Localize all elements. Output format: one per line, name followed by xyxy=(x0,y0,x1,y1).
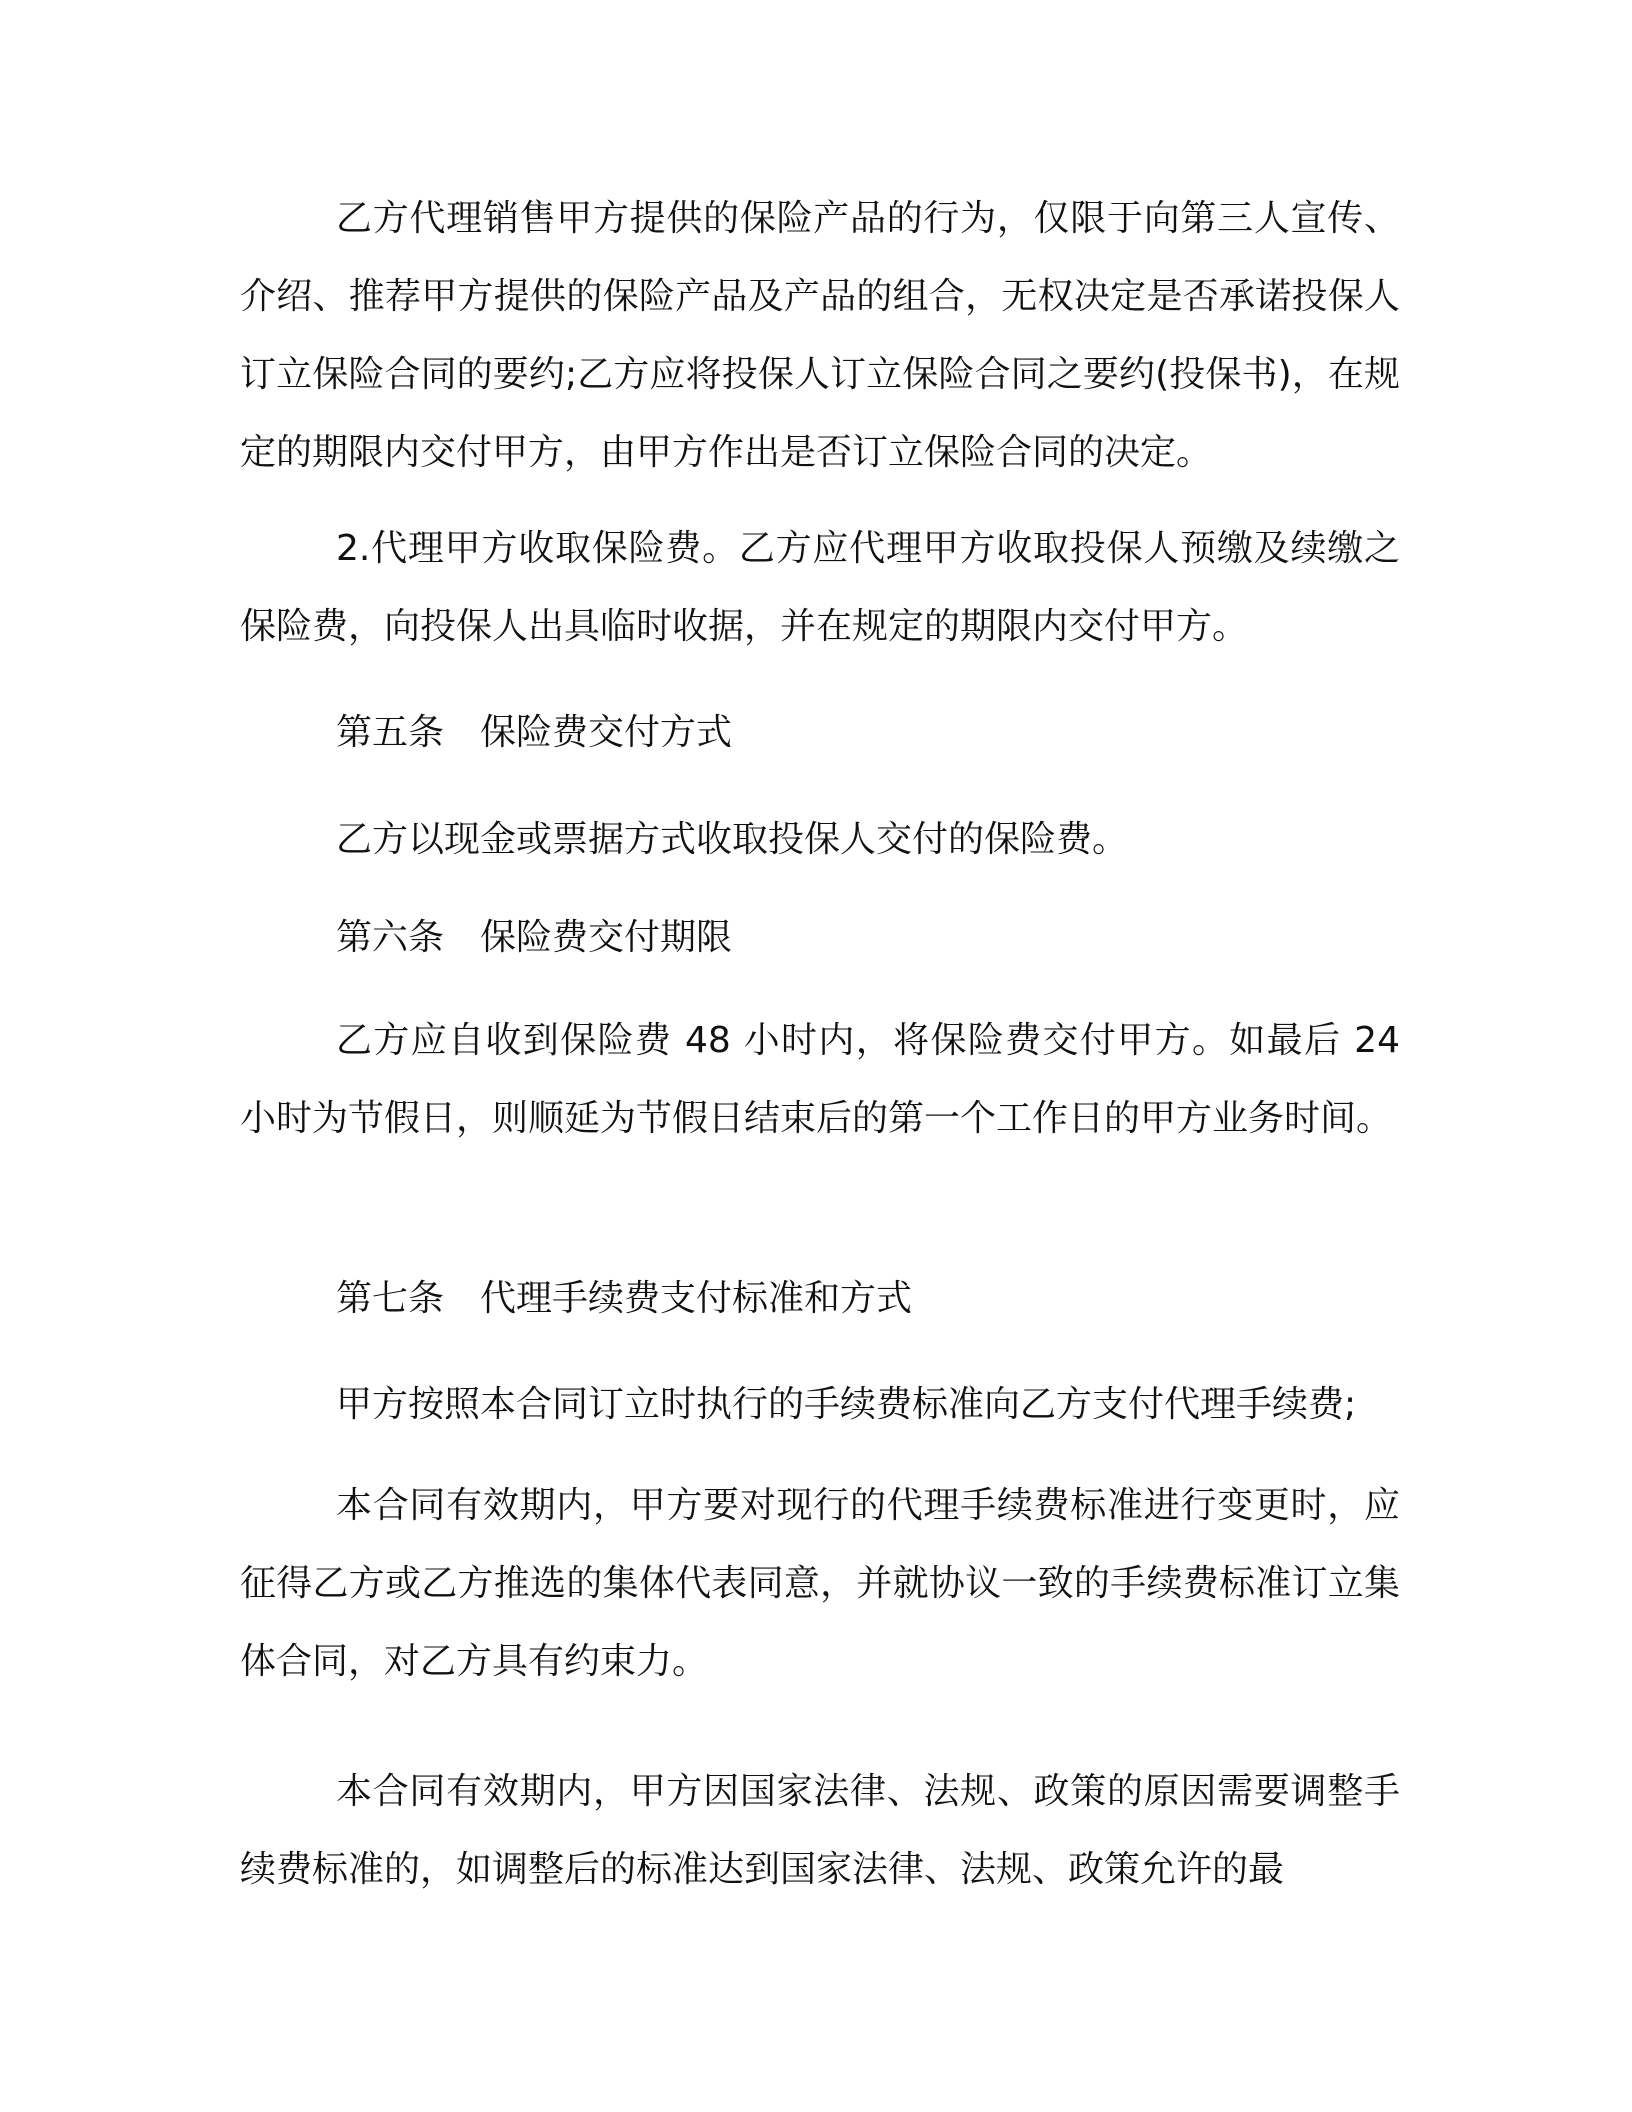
paragraph-agency-sales-scope: 乙方代理销售甲方提供的保险产品的行为，仅限于向第三人宣传、介绍、推荐甲方提供的保险产品及产品的组合，无权决定是否承诺投保人订立保险合同的要约;乙方应将投保人订立保险合同之要约(投保书)，在规定的期限内交付甲方，由甲方作出是否订立保险合同的决定。 xyxy=(240,198,1400,473)
paragraph-commission-standard: 甲方按照本合同订立时执行的手续费标准向乙方支付代理手续费; xyxy=(336,1384,1357,1425)
article-5-heading: 第五条 保险费交付方式 xyxy=(336,712,733,753)
paragraph-collect-premium: 2.代理甲方收取保险费。乙方应代理甲方收取投保人预缴及续缴之保险费，向投保人出具临时收据，并在规定的期限内交付甲方。 xyxy=(240,528,1400,647)
paragraph-payment-deadline: 乙方应自收到保险费 48 小时内，将保险费交付甲方。如最后 24 小时为节假日，则顺延为节假日结束后的第一个工作日的甲方业务时间。 xyxy=(240,1020,1400,1139)
paragraph-payment-method: 乙方以现金或票据方式收取投保人交付的保险费。 xyxy=(336,819,1129,860)
article-6-heading: 第六条 保险费交付期限 xyxy=(336,917,733,958)
paragraph-commission-adjustment: 本合同有效期内，甲方因国家法律、法规、政策的原因需要调整手续费标准的，如调整后的标准达到国家法律、法规、政策允许的最 xyxy=(240,1771,1400,1890)
paragraph-commission-change: 本合同有效期内，甲方要对现行的代理手续费标准进行变更时，应征得乙方或乙方推选的集体代表同意，并就协议一致的手续费标准订立集体合同，对乙方具有约束力。 xyxy=(240,1485,1400,1682)
article-7-heading: 第七条 代理手续费支付标准和方式 xyxy=(336,1278,913,1319)
